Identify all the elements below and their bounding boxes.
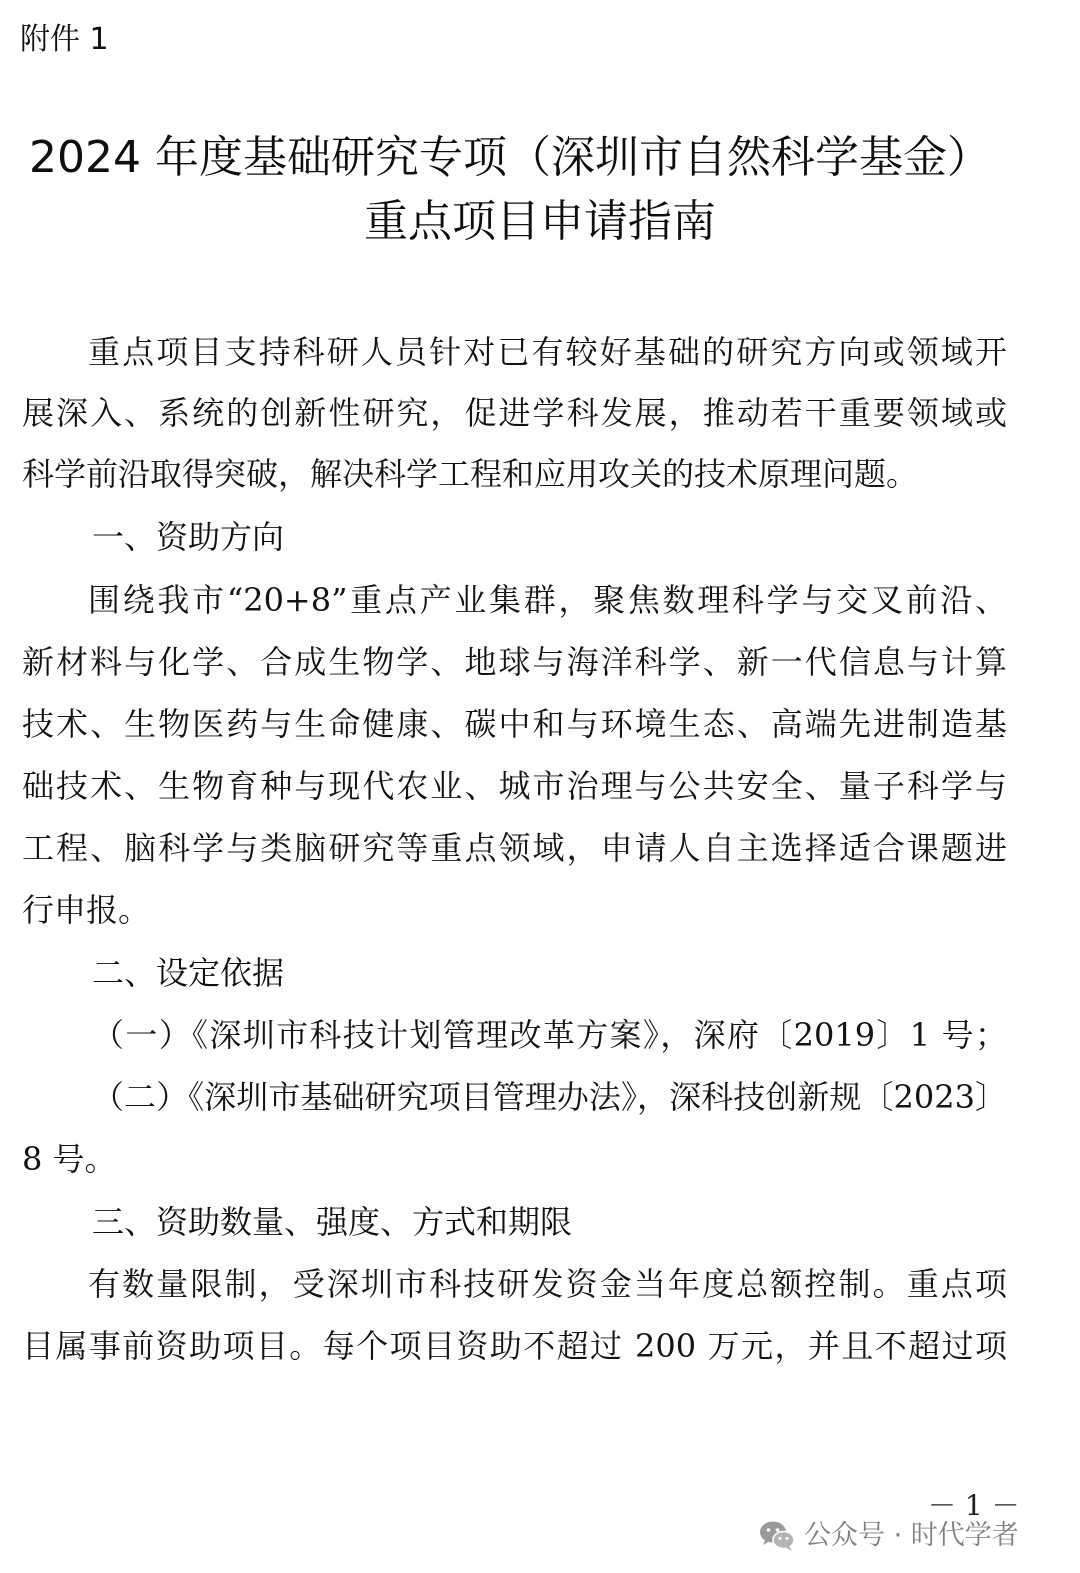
- section-1-heading: 一、资助方向: [92, 518, 285, 556]
- section-2-line-3: 8 号。: [22, 1140, 117, 1178]
- intro-line-3: 科学前沿取得突破，解决科学工程和应用攻关的技术原理问题。: [22, 455, 919, 493]
- attachment-label: 附件 1: [20, 22, 109, 57]
- document-title-line-1: 2024 年度基础研究专项（深圳市自然科学基金）: [29, 132, 991, 183]
- section-1-line-3: 技术、生物医药与生命健康、碳中和与环境生态、高端先进制造基: [22, 705, 1007, 743]
- section-2-heading: 二、设定依据: [92, 954, 285, 992]
- document-title-line-2: 重点项目申请指南: [364, 196, 716, 247]
- section-2-line-1: （一）《深圳市科技计划管理改革方案》，深府〔2019〕1 号；: [92, 1016, 1007, 1054]
- section-1-line-6: 行申报。: [22, 891, 151, 929]
- section-1-line-4: 础技术、生物育种与现代农业、城市治理与公共安全、量子科学与: [22, 767, 1007, 805]
- wechat-watermark: [758, 1516, 1019, 1556]
- watermark-text: 公众号 · 时代学者: [804, 1520, 1019, 1551]
- section-1-line-1: 围绕我市“20+8”重点产业集群，聚焦数理科学与交叉前沿、: [88, 581, 1007, 619]
- wechat-icon: [758, 1519, 796, 1553]
- section-3-line-1: 有数量限制，受深圳市科技研发资金当年度总额控制。重点项: [88, 1265, 1007, 1303]
- section-3-line-2: 目属事前资助项目。每个项目资助不超过 200 万元，并且不超过项: [22, 1327, 1007, 1365]
- section-3-heading: 三、资助数量、强度、方式和期限: [92, 1203, 573, 1241]
- section-1-line-5: 工程、脑科学与类脑研究等重点领域，申请人自主选择适合课题进: [22, 829, 1007, 867]
- intro-line-1: 重点项目支持科研人员针对已有较好基础的研究方向或领域开: [88, 333, 1007, 371]
- intro-line-2: 展深入、系统的创新性研究，促进学科发展，推动若干重要领域或: [22, 394, 1007, 432]
- section-1-line-2: 新材料与化学、合成生物学、地球与海洋科学、新一代信息与计算: [22, 643, 1007, 681]
- page-number: － 1 －: [928, 1489, 1020, 1522]
- section-2-line-2: （二）《深圳市基础研究项目管理办法》，深科技创新规〔2023〕: [92, 1078, 1007, 1116]
